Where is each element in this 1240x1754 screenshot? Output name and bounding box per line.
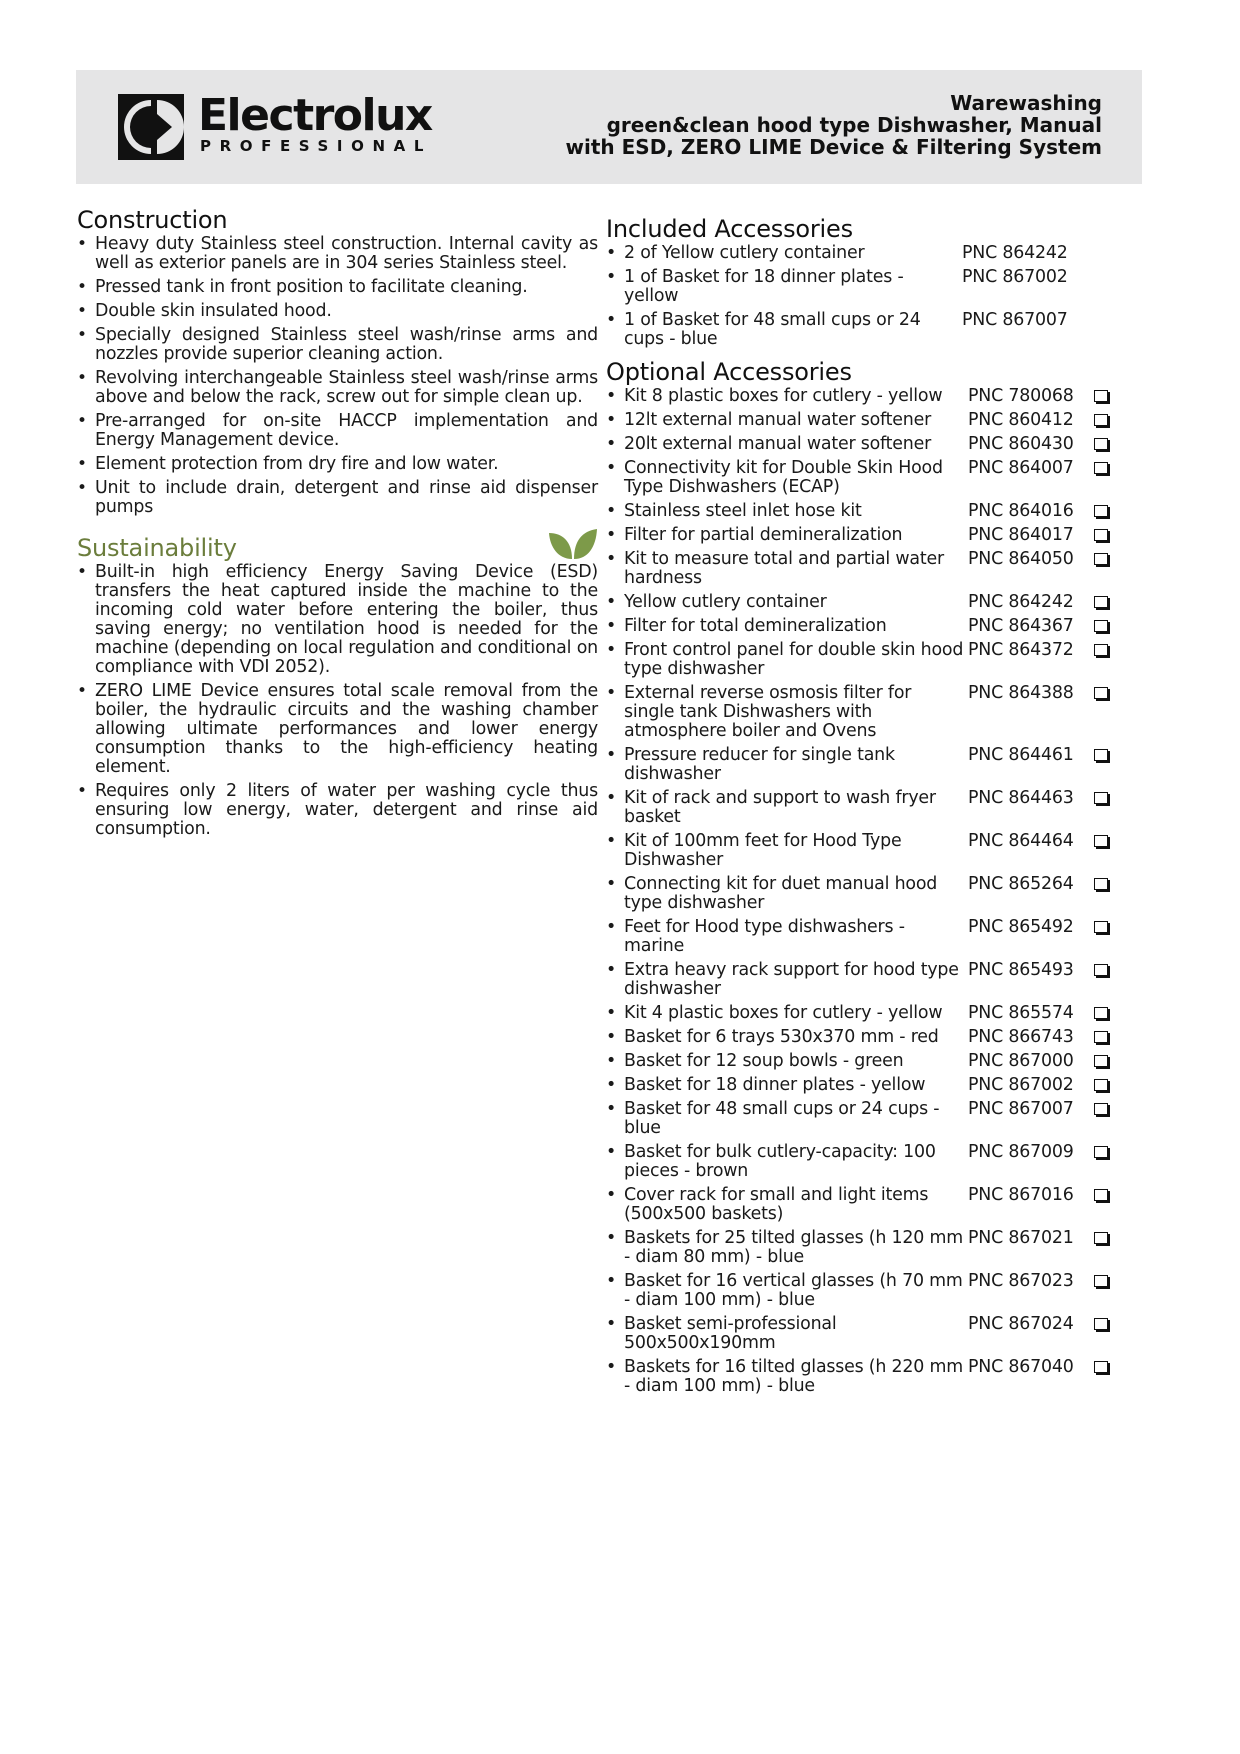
accessory-pnc: PNC 864461 [968,745,1074,765]
list-item: • Pressure reducer for single tank dishwasher PNC 864461 [606,746,1136,784]
accessory-checkbox[interactable] [1094,1232,1108,1244]
product-title-line2: with ESD, ZERO LIME Device & Filtering System [565,135,1102,159]
accessory-checkbox[interactable] [1094,1031,1108,1043]
accessory-pnc: PNC 864242 [968,592,1074,612]
accessory-checkbox[interactable] [1094,792,1108,804]
accessory-desc: Basket for 16 vertical glasses (h 70 mm - diam 100 mm) - blue [624,1271,963,1310]
sustainability-heading: Sustainability [77,534,237,562]
list-item: • Yellow cutlery container PNC 864242 [606,593,1136,612]
list-item: • Front control panel for double skin hood type dishwasher PNC 864372 [606,641,1136,679]
accessory-desc: Filter for partial demineralization [624,525,903,545]
list-item: • Double skin insulated hood. [77,302,598,321]
right-column [606,214,1136,1401]
list-item: • Unit to include drain, detergent and rinse aid dispenser pumps [77,479,598,517]
list-item: • Kit to measure total and partial water hardness PNC 864050 [606,550,1136,588]
accessory-desc: Extra heavy rack support for hood type dishwasher [624,960,959,999]
list-item: • Basket for 6 trays 530x370 mm - red PNC 866743 [606,1028,1136,1047]
list-item: • Pre-arranged for on-site HACCP implementation and Energy Management device. [77,412,598,450]
accessory-checkbox[interactable] [1094,414,1108,426]
list-item: • Heavy duty Stainless steel construction. Internal cavity as well as exterior panels are in 304 series Stainless steel. [77,235,598,273]
accessory-desc: Kit of rack and support to wash fryer basket [624,788,936,827]
list-item: • Requires only 2 liters of water per washing cycle thus ensuring low energy, water, detergent and rinse aid consumption. [77,782,598,839]
accessory-checkbox[interactable] [1094,644,1108,656]
optional-accessories-list [606,387,1136,1396]
accessory-pnc: PNC 864388 [968,683,1074,703]
list-item: • Filter for partial demineralization PNC 864017 [606,526,1136,545]
accessory-checkbox[interactable] [1094,462,1108,474]
accessory-desc: Basket for 18 dinner plates - yellow [624,1075,926,1095]
accessory-desc: Connectivity kit for Double Skin Hood Type Dishwashers (ECAP) [624,458,943,497]
list-item: • Revolving interchangeable Stainless steel wash/rinse arms above and below the rack, screw out for simple clean up. [77,369,598,407]
accessory-pnc: PNC 865492 [968,917,1074,937]
accessory-pnc: PNC 867021 [968,1228,1074,1248]
accessory-desc: Baskets for 16 tilted glasses (h 220 mm - diam 100 mm) - blue [624,1357,963,1396]
list-item: • Feet for Hood type dishwashers - marine PNC 865492 [606,918,1136,956]
list-item: • Basket for bulk cutlery-capacity: 100 pieces - brown PNC 867009 [606,1143,1136,1181]
list-item: • Basket for 48 small cups or 24 cups - blue PNC 867007 [606,1100,1136,1138]
accessory-checkbox[interactable] [1094,835,1108,847]
accessory-pnc: PNC 867000 [968,1051,1074,1071]
accessory-pnc: PNC 867023 [968,1271,1074,1291]
accessory-desc: 20lt external manual water softener [624,434,932,454]
list-item: • Connectivity kit for Double Skin Hood Type Dishwashers (ECAP) PNC 864007 [606,459,1136,497]
list-item: • Extra heavy rack support for hood type dishwasher PNC 865493 [606,961,1136,999]
list-item: • Element protection from dry fire and low water. [77,455,598,474]
list-item: • 2 of Yellow cutlery container PNC 864242 [606,244,1136,263]
accessory-desc: Filter for total demineralization [624,616,887,636]
accessory-desc: Cover rack for small and light items (500x500 baskets) [624,1185,929,1224]
accessory-pnc: PNC 867016 [968,1185,1074,1205]
accessory-checkbox[interactable] [1094,921,1108,933]
list-item: • 1 of Basket for 18 dinner plates - yellow PNC 867002 [606,268,1136,306]
product-title-line1: green&clean hood type Dishwasher, Manual [606,113,1102,137]
accessory-desc: Connecting kit for duet manual hood type dishwasher [624,874,938,913]
accessory-pnc: PNC 864017 [968,525,1074,545]
list-item: • ZERO LIME Device ensures total scale removal from the boiler, the hydraulic circuits and the washing chamber allowing ultimate performances and lower energy consumption thanks to the high-efficiency heating element. [77,682,598,777]
accessory-pnc: PNC 867007 [968,1099,1074,1119]
accessory-checkbox[interactable] [1094,749,1108,761]
accessory-pnc: PNC 864367 [968,616,1074,636]
accessory-desc: External reverse osmosis filter for single tank Dishwashers with atmosphere boiler and Ovens [624,683,912,741]
accessory-desc: Pressure reducer for single tank dishwasher [624,745,895,784]
accessory-pnc: PNC 864464 [968,831,1074,851]
accessory-pnc: PNC 864016 [968,501,1074,521]
accessory-pnc: PNC 864242 [962,243,1068,263]
construction-list [77,235,598,517]
accessory-checkbox[interactable] [1094,1318,1108,1330]
accessory-checkbox[interactable] [1094,1146,1108,1158]
accessory-checkbox[interactable] [1094,620,1108,632]
accessory-desc: Feet for Hood type dishwashers - marine [624,917,905,956]
accessory-desc: Basket for 12 soup bowls - green [624,1051,904,1071]
list-item: • Baskets for 16 tilted glasses (h 220 mm - diam 100 mm) - blue PNC 867040 [606,1358,1136,1396]
leaf-icon [548,527,598,561]
list-item: • Filter for total demineralization PNC 864367 [606,617,1136,636]
accessory-pnc: PNC 865574 [968,1003,1074,1023]
accessory-desc: Kit of 100mm feet for Hood Type Dishwasher [624,831,902,870]
list-item: • Kit of rack and support to wash fryer basket PNC 864463 [606,789,1136,827]
accessory-checkbox[interactable] [1094,964,1108,976]
header-band [76,70,1142,184]
list-item: • Pressed tank in front position to facilitate cleaning. [77,278,598,297]
accessory-checkbox[interactable] [1094,1189,1108,1201]
accessory-pnc: PNC 867024 [968,1314,1074,1334]
product-title [566,92,1102,158]
accessory-pnc: PNC 867002 [962,267,1068,287]
accessory-desc: 12lt external manual water softener [624,410,932,430]
accessory-desc: 2 of Yellow cutlery container [624,243,865,263]
list-item: • Kit 8 plastic boxes for cutlery - yellow PNC 780068 [606,387,1136,406]
accessory-pnc: PNC 780068 [968,386,1074,406]
list-item: • Kit of 100mm feet for Hood Type Dishwasher PNC 864464 [606,832,1136,870]
accessory-checkbox[interactable] [1094,1361,1108,1373]
brand-logo [118,90,432,160]
accessory-checkbox[interactable] [1094,596,1108,608]
accessory-pnc: PNC 867007 [962,310,1068,330]
accessory-pnc: PNC 865264 [968,874,1074,894]
accessory-pnc: PNC 867040 [968,1357,1074,1377]
included-accessories-heading: Included Accessories [606,215,853,243]
accessory-desc: Basket for bulk cutlery-capacity: 100 pieces - brown [624,1142,936,1181]
accessory-pnc: PNC 867009 [968,1142,1074,1162]
list-item: • Built-in high efficiency Energy Saving Device (ESD) transfers the heat captured inside the machine to the incoming cold water before entering the boiler, thus saving energy; no ventilation hood is needed for the machine (depending on local regulation and conditional on compliance with VDI 2052). [77,563,598,677]
optional-accessories-heading: Optional Accessories [606,358,852,386]
list-item: • Basket for 16 vertical glasses (h 70 mm - diam 100 mm) - blue PNC 867023 [606,1272,1136,1310]
accessory-checkbox[interactable] [1094,1103,1108,1115]
list-item: • 1 of Basket for 48 small cups or 24 cups - blue PNC 867007 [606,311,1136,349]
list-item: • Basket for 18 dinner plates - yellow PNC 867002 [606,1076,1136,1095]
accessory-desc: 1 of Basket for 18 dinner plates - yellow [624,267,904,306]
sustainability-header [77,533,598,563]
list-item: • Cover rack for small and light items (500x500 baskets) PNC 867016 [606,1186,1136,1224]
list-item: • Basket for 12 soup bowls - green PNC 867000 [606,1052,1136,1071]
accessory-desc: Kit 4 plastic boxes for cutlery - yellow [624,1003,943,1023]
brand-name: Electrolux [198,90,432,141]
list-item: • Kit 4 plastic boxes for cutlery - yellow PNC 865574 [606,1004,1136,1023]
accessory-pnc: PNC 864050 [968,549,1074,569]
brand-subtitle: PROFESSIONAL [200,137,432,155]
accessory-pnc: PNC 860412 [968,410,1074,430]
accessory-desc: Front control panel for double skin hood type dishwasher [624,640,964,679]
accessory-pnc: PNC 866743 [968,1027,1074,1047]
accessory-pnc: PNC 864463 [968,788,1074,808]
accessory-checkbox[interactable] [1094,687,1108,699]
accessory-desc: Basket for 6 trays 530x370 mm - red [624,1027,939,1047]
list-item: • 20lt external manual water softener PNC 860430 [606,435,1136,454]
accessory-checkbox[interactable] [1094,1007,1108,1019]
list-item: • Baskets for 25 tilted glasses (h 120 mm - diam 80 mm) - blue PNC 867021 [606,1229,1136,1267]
accessory-checkbox[interactable] [1094,529,1108,541]
accessory-pnc: PNC 865493 [968,960,1074,980]
accessory-checkbox[interactable] [1094,878,1108,890]
accessory-desc: Yellow cutlery container [624,592,827,612]
accessory-desc: Kit to measure total and partial water hardness [624,549,944,588]
left-column [77,205,598,844]
accessory-checkbox[interactable] [1094,505,1108,517]
list-item: • Stainless steel inlet hose kit PNC 864016 [606,502,1136,521]
accessory-checkbox[interactable] [1094,390,1108,402]
accessory-desc: 1 of Basket for 48 small cups or 24 cups - blue [624,310,921,349]
accessory-desc: Basket semi-professional 500x500x190mm [624,1314,837,1353]
included-accessories-list [606,244,1136,349]
accessory-desc: Basket for 48 small cups or 24 cups - blue [624,1099,940,1138]
accessory-checkbox[interactable] [1094,1079,1108,1091]
accessory-checkbox[interactable] [1094,553,1108,565]
accessory-pnc: PNC 867002 [968,1075,1074,1095]
accessory-pnc: PNC 860430 [968,434,1074,454]
accessory-desc: Kit 8 plastic boxes for cutlery - yellow [624,386,943,406]
product-category: Warewashing [950,91,1102,115]
accessory-pnc: PNC 864372 [968,640,1074,660]
accessory-checkbox[interactable] [1094,1275,1108,1287]
list-item: • Connecting kit for duet manual hood type dishwasher PNC 865264 [606,875,1136,913]
list-item: • Basket semi-professional 500x500x190mm PNC 867024 [606,1315,1136,1353]
accessory-checkbox[interactable] [1094,438,1108,450]
sustainability-list [77,563,598,839]
electrolux-logo-icon [118,94,184,160]
list-item: • 12lt external manual water softener PNC 860412 [606,411,1136,430]
accessory-desc: Stainless steel inlet hose kit [624,501,862,521]
accessory-checkbox[interactable] [1094,1055,1108,1067]
accessory-desc: Baskets for 25 tilted glasses (h 120 mm - diam 80 mm) - blue [624,1228,963,1267]
list-item: • Specially designed Stainless steel wash/rinse arms and nozzles provide superior cleaning action. [77,326,598,364]
list-item: • External reverse osmosis filter for single tank Dishwashers with atmosphere boiler and Ovens PNC 864388 [606,684,1136,741]
accessory-pnc: PNC 864007 [968,458,1074,478]
construction-heading: Construction [77,206,228,234]
